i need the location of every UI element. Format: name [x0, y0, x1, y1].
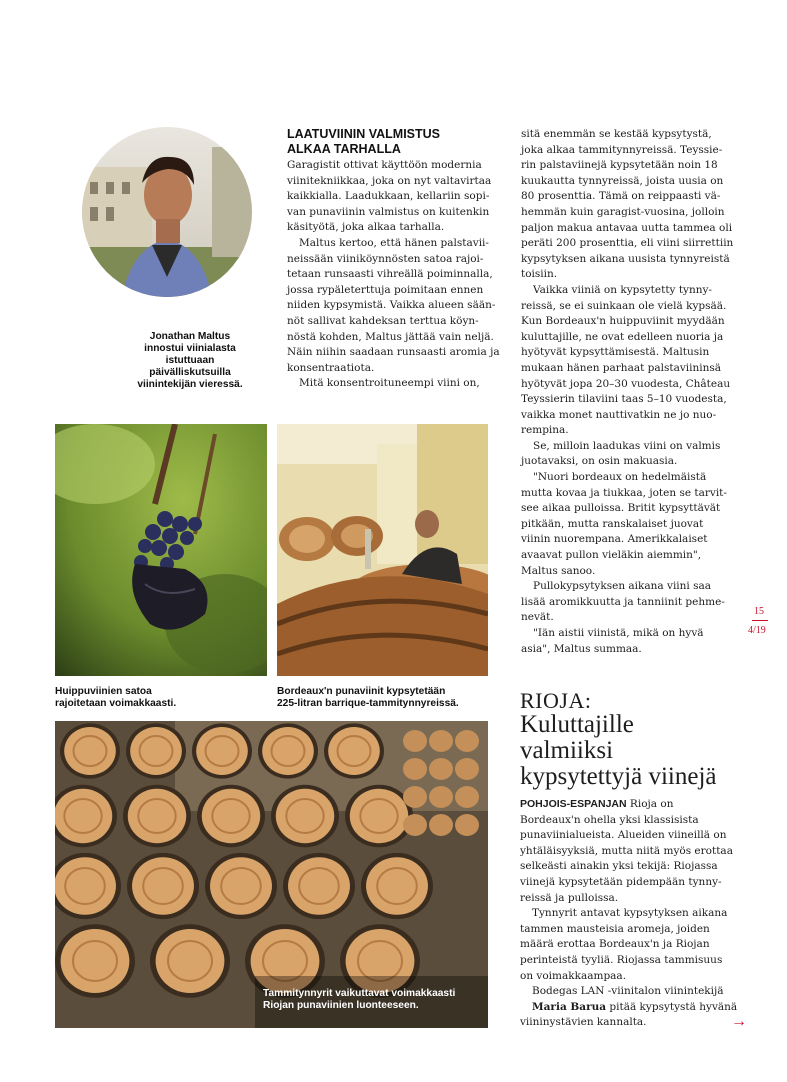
text-line: määrä erottaa Bordeaux'n ja Riojan	[520, 938, 710, 951]
grapes-caption	[55, 686, 176, 710]
barrel	[127, 853, 199, 919]
text-line: avaavat pullon vieläkin aiemmin",	[521, 549, 702, 562]
text-line: hyötyvät jopa 20–30 vuodesta, Château	[521, 377, 731, 390]
rioja-first-line: Rioja on	[626, 798, 674, 810]
rioja-lead: POHJOIS-ESPANJAN	[520, 798, 627, 810]
text-line: Pullokypsytyksen aikana viini saa	[533, 580, 712, 593]
rioja-title	[520, 712, 716, 790]
grapes-photo	[55, 424, 267, 676]
barrel	[429, 814, 453, 836]
text-line: Maltus sanoo.	[521, 564, 596, 577]
caption-line: Huippuviinien satoa	[55, 686, 152, 697]
text-line: yhtäläisyyksiä, mutta niitä myös erottaa	[520, 844, 733, 857]
barrel	[361, 853, 433, 919]
text-line: 80 prosenttia. Tämä on reippaasti vä-	[521, 190, 721, 203]
text-line: Mitä konsentroituneempi viini on,	[299, 377, 480, 390]
text-line: kuukautta tynnyreissä, joista uusia on	[521, 174, 724, 187]
article-column-1	[287, 158, 502, 392]
heading-line: ALKAA TARHALLA	[287, 141, 401, 156]
barrel	[55, 924, 135, 998]
barrels-caption	[277, 686, 459, 710]
cellar-caption	[263, 988, 455, 1012]
caption-line: Riojan punaviinien luonteeseen.	[263, 1000, 419, 1011]
text-line: rempina.	[521, 424, 569, 437]
text-line: viinejä kypsytetään pidempään tynny-	[520, 875, 722, 888]
caption-line: rajoitetaan voimakkaasti.	[55, 698, 177, 709]
text-line: jossa rypäleterttuja poimitaan ennen	[287, 283, 484, 296]
text-line: Maltus kertoo, että hänen palstavii-	[299, 236, 489, 249]
text-line: Teyssierin tilaviini taas 5–10 vuodesta,	[521, 393, 727, 406]
text-line: mutta kovaa ja tiukkaa, joten se tarvit-	[521, 486, 727, 499]
text-line: van punaviinin valmistus on kuitenkin	[287, 205, 490, 218]
issue-number: 4/19	[748, 625, 766, 636]
barrel	[271, 785, 339, 848]
text-line: selkeästi ainakin yksi tekijä: Riojassa	[520, 860, 718, 873]
text-line: paljon makua antavaa uutta tammea oli	[521, 221, 733, 234]
text-line: viinitekniikkaa, joka on nyt valtavirtaa	[287, 174, 492, 187]
caption-line: Bordeaux'n punaviinit kypsytetään	[277, 686, 446, 697]
barrel	[123, 785, 191, 848]
text-line: Bodegas LAN -viinitalon viinintekijä	[532, 985, 724, 998]
article-column-2	[521, 127, 736, 657]
barrel	[455, 786, 479, 808]
text-line: viinin nuorempana. Amerikkalaiset	[521, 533, 708, 546]
text-line: neissään viiniköynnösten satoa rajoi-	[287, 252, 484, 265]
text-line: asia", Maltus summaa.	[521, 642, 642, 655]
barrel	[197, 785, 265, 848]
barrel	[150, 924, 230, 998]
text-line: Bordeaux'n ohella yksi klassisista	[520, 813, 699, 826]
text-line: Tynnyrit antavat kypsytyksen aikana	[532, 907, 728, 920]
heading-line: LAATUVIININ VALMISTUS	[287, 127, 441, 141]
caption-line: istuttuaan	[165, 355, 215, 366]
text-line: Kun Bordeaux'n huippuviinit myydään	[521, 315, 725, 328]
barrel	[403, 758, 427, 780]
text-line: reissä ja pulloissa.	[520, 891, 619, 904]
text-line: Garagistit ottivat käyttöön modernia	[287, 159, 482, 171]
caption-line: viinintekijän vieressä.	[137, 379, 243, 390]
barrel	[258, 723, 318, 778]
barrel	[324, 723, 384, 778]
text-line: lisää aromikkuutta ja tanniinit pehme-	[521, 595, 725, 608]
rioja-kicker: RIOJA:	[520, 688, 592, 713]
rioja-last-line: pitää kypsytystä hyvänä	[606, 1000, 738, 1013]
text-line: sitä enemmän se kestää kypsytystä,	[521, 128, 712, 140]
rioja-final-line: viininystävien kannalta.	[520, 1016, 647, 1029]
page-number-divider	[752, 620, 768, 621]
text-line: reissä, se ei suinkaan ole vielä kypsää.	[521, 299, 727, 312]
text-line: tetaan runsaasti vihreällä poiminnalla,	[287, 268, 493, 281]
text-line: see aikaa pulloissa. Britit kypsyttävät	[521, 502, 721, 515]
text-line: "Iän aistii viinistä, mikä on hyvä	[533, 627, 704, 639]
section-heading	[287, 127, 440, 156]
title-line: Kuluttajille	[520, 711, 634, 738]
title-line: kypsytettyjä viinejä	[520, 763, 717, 790]
winemaker-name: Maria Barua	[532, 1000, 607, 1013]
caption-line: päivälliskutsuilla	[149, 367, 231, 378]
text-line: nöstä kohden, Maltus jättää vain neljä.	[287, 330, 494, 343]
barrel	[126, 723, 186, 778]
text-line: punaviinialueista. Alueiden viineillä on	[520, 829, 727, 842]
text-line: nevät.	[521, 611, 554, 624]
text-line: Vaikka viiniä on kypsytetty tynny-	[533, 283, 712, 296]
text-line: hyötyvät kypsyttämisestä. Maltusin	[521, 346, 710, 359]
barrel	[429, 730, 453, 752]
barrel	[455, 730, 479, 752]
text-line: Näin niihin saadaan runsaasti aromia ja	[287, 346, 500, 359]
text-line: tammen mausteisia aromeja, joiden	[520, 922, 710, 935]
text-line: peräti 200 prosenttia, eli viini siirrettiin	[521, 237, 734, 250]
page-number: 15	[754, 606, 764, 617]
barrel	[455, 758, 479, 780]
portrait-photo	[82, 127, 252, 297]
barrel	[455, 814, 479, 836]
barrel	[205, 853, 277, 919]
text-line: niiden kypsymistä. Vaikka alueen sään-	[287, 299, 496, 312]
text-line: vaikka monet nauttivatkin ne jo nuo-	[521, 408, 717, 421]
text-line: pitkään, mutta ranskalaiset juovat	[521, 517, 704, 530]
text-line: kypsytyksen aikana uusista tynnyreistä	[521, 252, 730, 265]
text-line: rin palstaviinejä kypsytetään noin 18	[521, 159, 718, 172]
caption-line: 225-litran barrique-tammitynnyreissä.	[277, 698, 459, 709]
text-line: nöt sallivat kahdeksan terttua köyn-	[287, 314, 479, 327]
winemaker-barrels-photo	[277, 424, 488, 676]
barrel	[403, 730, 427, 752]
barrel	[192, 723, 252, 778]
text-line: kuluttajille, ne ovat edelleen nuoria ja	[521, 330, 724, 343]
barrel	[403, 814, 427, 836]
barrel	[429, 786, 453, 808]
text-line: perinteistä tyyliä. Riojassa tammisuus	[520, 953, 723, 966]
text-line: joka alkaa tammitynnyreissä. Teyssie-	[521, 143, 723, 156]
cellar-photo	[55, 721, 488, 1028]
title-line: valmiiksi	[520, 737, 614, 764]
text-line: juotavaksi, on osin makuasia.	[521, 455, 678, 468]
barrel	[429, 758, 453, 780]
text-line: on voimakkaampaa.	[520, 969, 627, 982]
text-line: mukaan hänen parhaat palstaviininsä	[521, 361, 722, 374]
barrel	[60, 723, 120, 778]
text-line: toisiin.	[521, 268, 558, 281]
caption-line: innostui viinialasta	[144, 343, 236, 354]
text-line: "Nuori bordeaux on hedelmäistä	[533, 471, 707, 484]
barrel	[345, 785, 413, 848]
portrait-caption	[110, 331, 270, 391]
text-line: käsityötä, joka alkaa tarhalla.	[287, 221, 445, 234]
text-line: hemmän kuin garagist-vuosina, jolloin	[521, 205, 725, 218]
text-line: konsentraatiota.	[287, 361, 375, 374]
barrel	[403, 786, 427, 808]
text-line: Se, milloin laadukas viini on valmis	[533, 439, 721, 452]
continue-arrow-icon: →	[731, 1013, 747, 1030]
rioja-body	[520, 797, 750, 1031]
caption-line: Tammitynnyrit vaikuttavat voimakkaasti	[263, 988, 456, 999]
caption-line: Jonathan Maltus	[149, 331, 231, 342]
text-line: kaikkialla. Laadukkaan, kellariin sopi-	[287, 190, 490, 203]
barrel	[283, 853, 355, 919]
